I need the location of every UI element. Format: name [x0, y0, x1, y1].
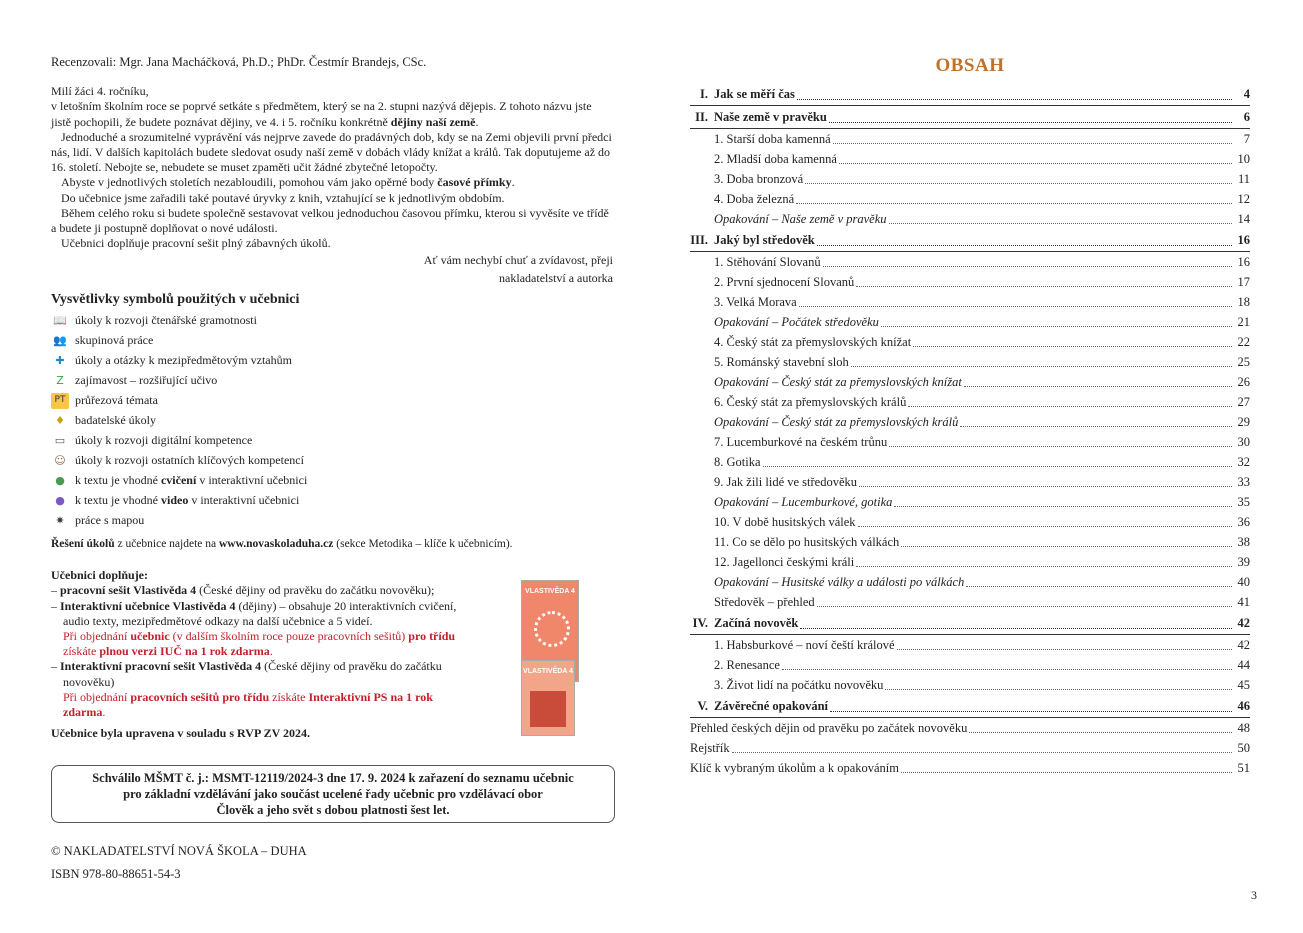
toc-entry: [690, 312, 1250, 332]
toc-entry: [690, 189, 1250, 209]
toc-page: 42: [1237, 616, 1250, 630]
toc-label: 8. Gotika: [714, 455, 761, 469]
toc-label: 5. Románský stavební sloh: [714, 355, 849, 369]
toc-leader: [889, 222, 1232, 224]
legend-label: úkoly k rozvoji ostatních klíčových kompetencí: [75, 453, 304, 468]
toc-section-number: II.: [695, 110, 708, 124]
toc-page: 40: [1237, 575, 1250, 589]
toc-leader: [763, 465, 1232, 467]
toc-label: 7. Lucemburkové na českém trůnu: [714, 435, 888, 449]
toc-page: 36: [1237, 515, 1250, 529]
toc-entry: [690, 512, 1250, 532]
toc-label: Přehled českých dějin od pravěku po začátek novověku: [690, 721, 968, 735]
toc-page: 6: [1243, 110, 1250, 124]
toc-label: 3. Doba bronzová: [714, 172, 804, 186]
letter-p1: v letošním školním roce se poprvé setkáte s předmětem, který se na 2. stupni nazývá dějepis. Z tohoto názvu jste jistě pochopili, že budete poznávat dějiny, ve 4. i 5. ročníku konkrétně dějiny naší země.: [51, 99, 592, 129]
toc-page: 41: [1237, 595, 1250, 609]
toc-label: 1. Starší doba kamenná: [714, 132, 831, 146]
toc-leader: [858, 525, 1232, 527]
toc-section-number: IV.: [692, 616, 708, 630]
legend-label: průřezová témata: [75, 393, 158, 408]
toc-leader: [800, 627, 1232, 629]
signature-line-1: Ať vám nechybí chuť a zvídavost, přeji: [423, 253, 613, 268]
letter-p6: Učebnici doplňuje pracovní sešit plný zábavných úkolů.: [61, 236, 331, 251]
toc-page: 46: [1237, 699, 1250, 713]
toc-entry: [690, 572, 1250, 592]
toc-page: 12: [1237, 192, 1250, 206]
toc-leader: [856, 565, 1232, 567]
letter-p3: Abyste v jednotlivých stoletích nezabloudili, pomohou vám jako opěrné body časové přímky.: [61, 175, 515, 190]
toc-leader: [859, 485, 1232, 487]
toc-page: 32: [1237, 455, 1250, 469]
isbn: ISBN 978-80-88651-54-3: [51, 867, 181, 881]
textbook-cover: VLASTIVĚDA 4: [521, 580, 579, 682]
toc-leader: [960, 425, 1232, 427]
toc-entry: [690, 492, 1250, 512]
solution-note: Řešení úkolů z učebnice najdete na www.novaskoladuha.cz (sekce Metodika – klíče k učebnicím).: [51, 538, 513, 551]
legend-title: Vysvětlivky symbolů použitých v učebnici: [51, 291, 300, 307]
toc-label: 4. Doba železná: [714, 192, 795, 206]
legend-label: skupinová práce: [75, 333, 154, 348]
toc-label: Opakování – Český stát za přemyslovských králů: [714, 415, 959, 429]
toc-label: 2. První sjednocení Slovanů: [714, 275, 855, 289]
toc-label: 2. Mladší doba kamenná: [714, 152, 837, 166]
toc-leader: [797, 98, 1232, 100]
legend-label: k textu je vhodné video v interaktivní učebnici: [75, 493, 300, 508]
letter: [51, 84, 613, 286]
supplements: [51, 568, 613, 741]
left-page: [51, 55, 613, 741]
toc-leader: [881, 325, 1232, 327]
toc-section-number: I.: [700, 87, 708, 101]
toc-label: 9. Jak žili lidé ve středověku: [714, 475, 858, 489]
supp-title: Učebnici doplňuje:: [51, 568, 149, 583]
toc-entry: [690, 292, 1250, 312]
legend-list: [51, 311, 613, 531]
compass-icon: ✷: [55, 514, 65, 528]
toc-leader: [964, 385, 1232, 387]
toc-entry: [690, 209, 1250, 229]
toc-label: Opakování – Český stát za přemyslovských knížat: [714, 375, 962, 389]
toc-leader: [732, 751, 1232, 753]
toc-leader: [913, 345, 1232, 347]
toc-entry: [690, 718, 1250, 738]
toc-entry: [690, 738, 1250, 758]
toc-leader: [856, 285, 1232, 287]
signature-line-2: nakladatelství a autorka: [499, 270, 613, 285]
legend-item: [51, 431, 613, 451]
page-number: 3: [1251, 888, 1257, 902]
toc-label: 3. Život lidí na počátku novověku: [714, 678, 884, 692]
toc-page: 30: [1237, 435, 1250, 449]
approval-box: [51, 765, 615, 823]
greeting: Milí žáci 4. ročníku,: [51, 84, 149, 99]
toc-entry: [690, 252, 1250, 272]
toc-label: Opakování – Husitské války a události po válkách: [714, 575, 965, 589]
toc-page: 29: [1237, 415, 1250, 429]
legend-item: [51, 511, 613, 531]
computer-icon: ▭: [54, 434, 66, 448]
toc-leader: [796, 202, 1232, 204]
toc-label: 6. Český stát za přemyslovských králů: [714, 395, 907, 409]
supp-item-3-offer: Při objednání pracovních sešitů pro třídu získáte Interaktivní PS na 1 rok zdarma.: [63, 689, 433, 720]
supp-item-2-offer: Při objednání učebnic (v dalším školním roce pouze pracovních sešitů) pro třídu získáte plnou verzi IUČ na 1 rok zdarma.: [63, 629, 456, 659]
legend-label: úkoly k rozvoji digitální kompetence: [75, 433, 253, 448]
toc-leader: [901, 771, 1232, 773]
legend-item: [51, 311, 613, 331]
toc-entry: [690, 675, 1250, 695]
toc-page: 38: [1237, 535, 1250, 549]
toc-page: 17: [1237, 275, 1250, 289]
toc-leader: [901, 545, 1232, 547]
toc-section-number: V.: [697, 699, 708, 713]
supp-item-2: – Interaktivní učebnice Vlastivěda 4 (dějiny) – obsahuje 20 interaktivních cvičení, audio texty, mezipředmětové odkazy na další učebnice a 5 videí.: [51, 598, 457, 628]
toc-entry: [690, 758, 1250, 778]
toc-leader: [966, 585, 1232, 587]
legend-item: [51, 391, 613, 411]
legend-label: zajímavost – rozšiřující učivo: [75, 373, 218, 388]
legend-label: práce s mapou: [75, 513, 145, 528]
toc-leader: [799, 305, 1232, 307]
toc-label: 1. Habsburkové – noví čeští králové: [714, 638, 895, 652]
toc-label: Středověk – přehled: [714, 595, 815, 609]
toc-leader: [897, 648, 1232, 650]
toc-leader: [782, 668, 1232, 670]
toc-label: 10. V době husitských válek: [714, 515, 856, 529]
toc-label: Začíná novověk: [714, 616, 799, 630]
toc-entry: [690, 452, 1250, 472]
toc-section: [690, 612, 1250, 635]
toc-page: 16: [1237, 233, 1250, 247]
toc-label: Opakování – Naše země v pravěku: [714, 212, 887, 226]
toc-entry: [690, 392, 1250, 412]
toc-label: 2. Renesance: [714, 658, 780, 672]
approval-line-2: pro základní vzdělávání jako součást ucelené řady učebnic pro vzdělávací obor: [123, 787, 543, 801]
letter-p5: Během celého roku si budete společně sestavovat velkou jednoduchou časovou přímku, kterou si vyvěsíte ve třídě a budete ji postupně doplňovat o nové události.: [51, 205, 609, 236]
toc-label: Závěrečné opakování: [714, 699, 829, 713]
rvp-note: Učebnice byla upravena v souladu s RVP ZV 2024.: [51, 726, 311, 741]
toc-entry: [690, 532, 1250, 552]
toc-label: 11. Co se dělo po husitských válkách: [714, 535, 900, 549]
toc-leader: [829, 121, 1232, 123]
right-page: [690, 55, 1250, 778]
letter-p4: Do učebnice jsme zařadili také poutavé úryvky z knih, vztahující se k jednotlivým obdobím.: [61, 190, 505, 205]
toc-title: OBSAH: [935, 55, 1005, 76]
toc-page: 11: [1237, 172, 1250, 186]
toc-entry: [690, 352, 1250, 372]
toc-entry: [690, 655, 1250, 675]
toc-leader: [839, 162, 1232, 164]
legend-item: [51, 371, 613, 391]
toc-label: Opakování – Počátek středověku: [714, 315, 879, 329]
exercise-icon: ●: [55, 474, 65, 488]
toc-page: 26: [1237, 375, 1250, 389]
toc-page: 4: [1243, 87, 1250, 101]
reviewers: Recenzovali: Mgr. Jana Macháčková, Ph.D.; PhDr. Čestmír Brandejs, CSc.: [51, 55, 427, 69]
toc-entry: [690, 129, 1250, 149]
toc-page: 18: [1237, 295, 1250, 309]
toc-page: 21: [1237, 315, 1250, 329]
toc-entry: [690, 635, 1250, 655]
toc-page: 51: [1237, 761, 1250, 775]
legend-item: [51, 411, 613, 431]
toc-label: Opakování – Lucemburkové, gotika: [714, 495, 893, 509]
toc-page: 50: [1237, 741, 1250, 755]
copyright: © NAKLADATELSTVÍ NOVÁ ŠKOLA – DUHA: [51, 844, 307, 858]
book-icon: 📖: [53, 314, 67, 328]
toc-entry: [690, 592, 1250, 612]
toc-leader: [851, 365, 1232, 367]
toc-page: 45: [1237, 678, 1250, 692]
toc-page: 35: [1237, 495, 1250, 509]
group-icon: 👥: [53, 334, 67, 348]
toc-label: 3. Velká Morava: [714, 295, 797, 309]
toc-entry: [690, 149, 1250, 169]
toc-leader: [833, 142, 1232, 144]
toc-leader: [830, 710, 1232, 712]
toc-section: [690, 106, 1250, 129]
supp-item-3: – Interaktivní pracovní sešit Vlastivěda 4 (České dějiny od pravěku do začátku novověku): [51, 659, 442, 689]
toc-page: 16: [1237, 255, 1250, 269]
approval-line-3: Člověk a jeho svět s dobou platnosti šest let.: [216, 803, 450, 817]
toc-label: Jak se měří čas: [714, 87, 795, 101]
toc-leader: [817, 605, 1232, 607]
toc-label: Naše země v pravěku: [714, 110, 827, 124]
toc-entry: [690, 332, 1250, 352]
toc-page: 44: [1237, 658, 1250, 672]
supp-item-1: – pracovní sešit Vlastivěda 4 (České dějiny od pravěku do začátku novověku);: [51, 583, 435, 598]
legend-label: úkoly k rozvoji čtenářské gramotnosti: [75, 313, 257, 328]
toc-label: 1. Stěhování Slovanů: [714, 255, 821, 269]
toc-entry: [690, 432, 1250, 452]
legend-item: [51, 351, 613, 371]
letter-p2: Jednoduché a srozumitelné vyprávění vás nejprve zavede do pradávných dob, kdy se na Zemi objevili první předci nás, lidí. V dalších kapitolách budete sledovat osudy naší země v dobách vlády knížat a králů. Tak doputujeme až do 16. století. Nebojte se, nebudete se muset zpaměti učit žádné zbytečné letopočty.: [51, 129, 612, 175]
toc-label: Jaký byl středověk: [714, 233, 815, 247]
toc-leader: [805, 182, 1232, 184]
toc-leader: [908, 405, 1232, 407]
toc-entry: [690, 472, 1250, 492]
toc-label: Klíč k vybraným úkolům a k opakováním: [690, 761, 899, 775]
toc-page: 14: [1237, 212, 1250, 226]
toc-page: 48: [1237, 721, 1250, 735]
z-icon: Z: [56, 374, 64, 388]
pt-icon: PT: [51, 393, 69, 409]
toc-entry: [690, 412, 1250, 432]
toc-leader: [889, 445, 1232, 447]
toc-label: 4. Český stát za přemyslovských knížat: [714, 335, 912, 349]
toc-leader: [823, 265, 1232, 267]
toc-entry: [690, 169, 1250, 189]
video-icon: ●: [55, 494, 65, 508]
toc-page: 22: [1237, 335, 1250, 349]
toc-section: [690, 83, 1250, 106]
toc-page: 7: [1243, 132, 1250, 146]
puzzle-icon: ✚: [55, 354, 65, 368]
book-covers: [521, 580, 577, 740]
toc-section: [690, 695, 1250, 718]
legend-item: [51, 331, 613, 351]
toc-section-number: III.: [690, 233, 708, 247]
toc-leader: [885, 688, 1232, 690]
toc-label: Rejstřík: [690, 741, 730, 755]
legend-item: [51, 471, 613, 491]
person-icon: ☺: [54, 454, 66, 468]
toc-page: 39: [1237, 555, 1250, 569]
toc-leader: [969, 731, 1232, 733]
torch-icon: ♦: [55, 414, 65, 428]
toc-leader: [894, 505, 1232, 507]
toc-entry: [690, 372, 1250, 392]
legend-label: k textu je vhodné cvičení v interaktivní učebnici: [75, 473, 308, 488]
legend-item: [51, 451, 613, 471]
legend-label: úkoly a otázky k mezipředmětovým vztahům: [75, 353, 292, 368]
toc-section: [690, 229, 1250, 252]
toc-page: 25: [1237, 355, 1250, 369]
publisher-info: [51, 840, 307, 886]
toc-page: 27: [1237, 395, 1250, 409]
table-of-contents: [690, 83, 1250, 778]
toc-entry: [690, 552, 1250, 572]
toc-label: 12. Jagellonci českými králi: [714, 555, 855, 569]
toc-page: 10: [1237, 152, 1250, 166]
toc-page: 42: [1237, 638, 1250, 652]
workbook-cover: VLASTIVĚDA 4: [521, 660, 575, 736]
toc-leader: [817, 244, 1232, 246]
toc-entry: [690, 272, 1250, 292]
legend-item: [51, 491, 613, 511]
legend-label: badatelské úkoly: [75, 413, 156, 428]
approval-line-1: Schválilo MŠMT č. j.: MSMT-12119/2024-3 dne 17. 9. 2024 k zařazení do seznamu učebnic: [92, 771, 574, 785]
toc-page: 33: [1237, 475, 1250, 489]
